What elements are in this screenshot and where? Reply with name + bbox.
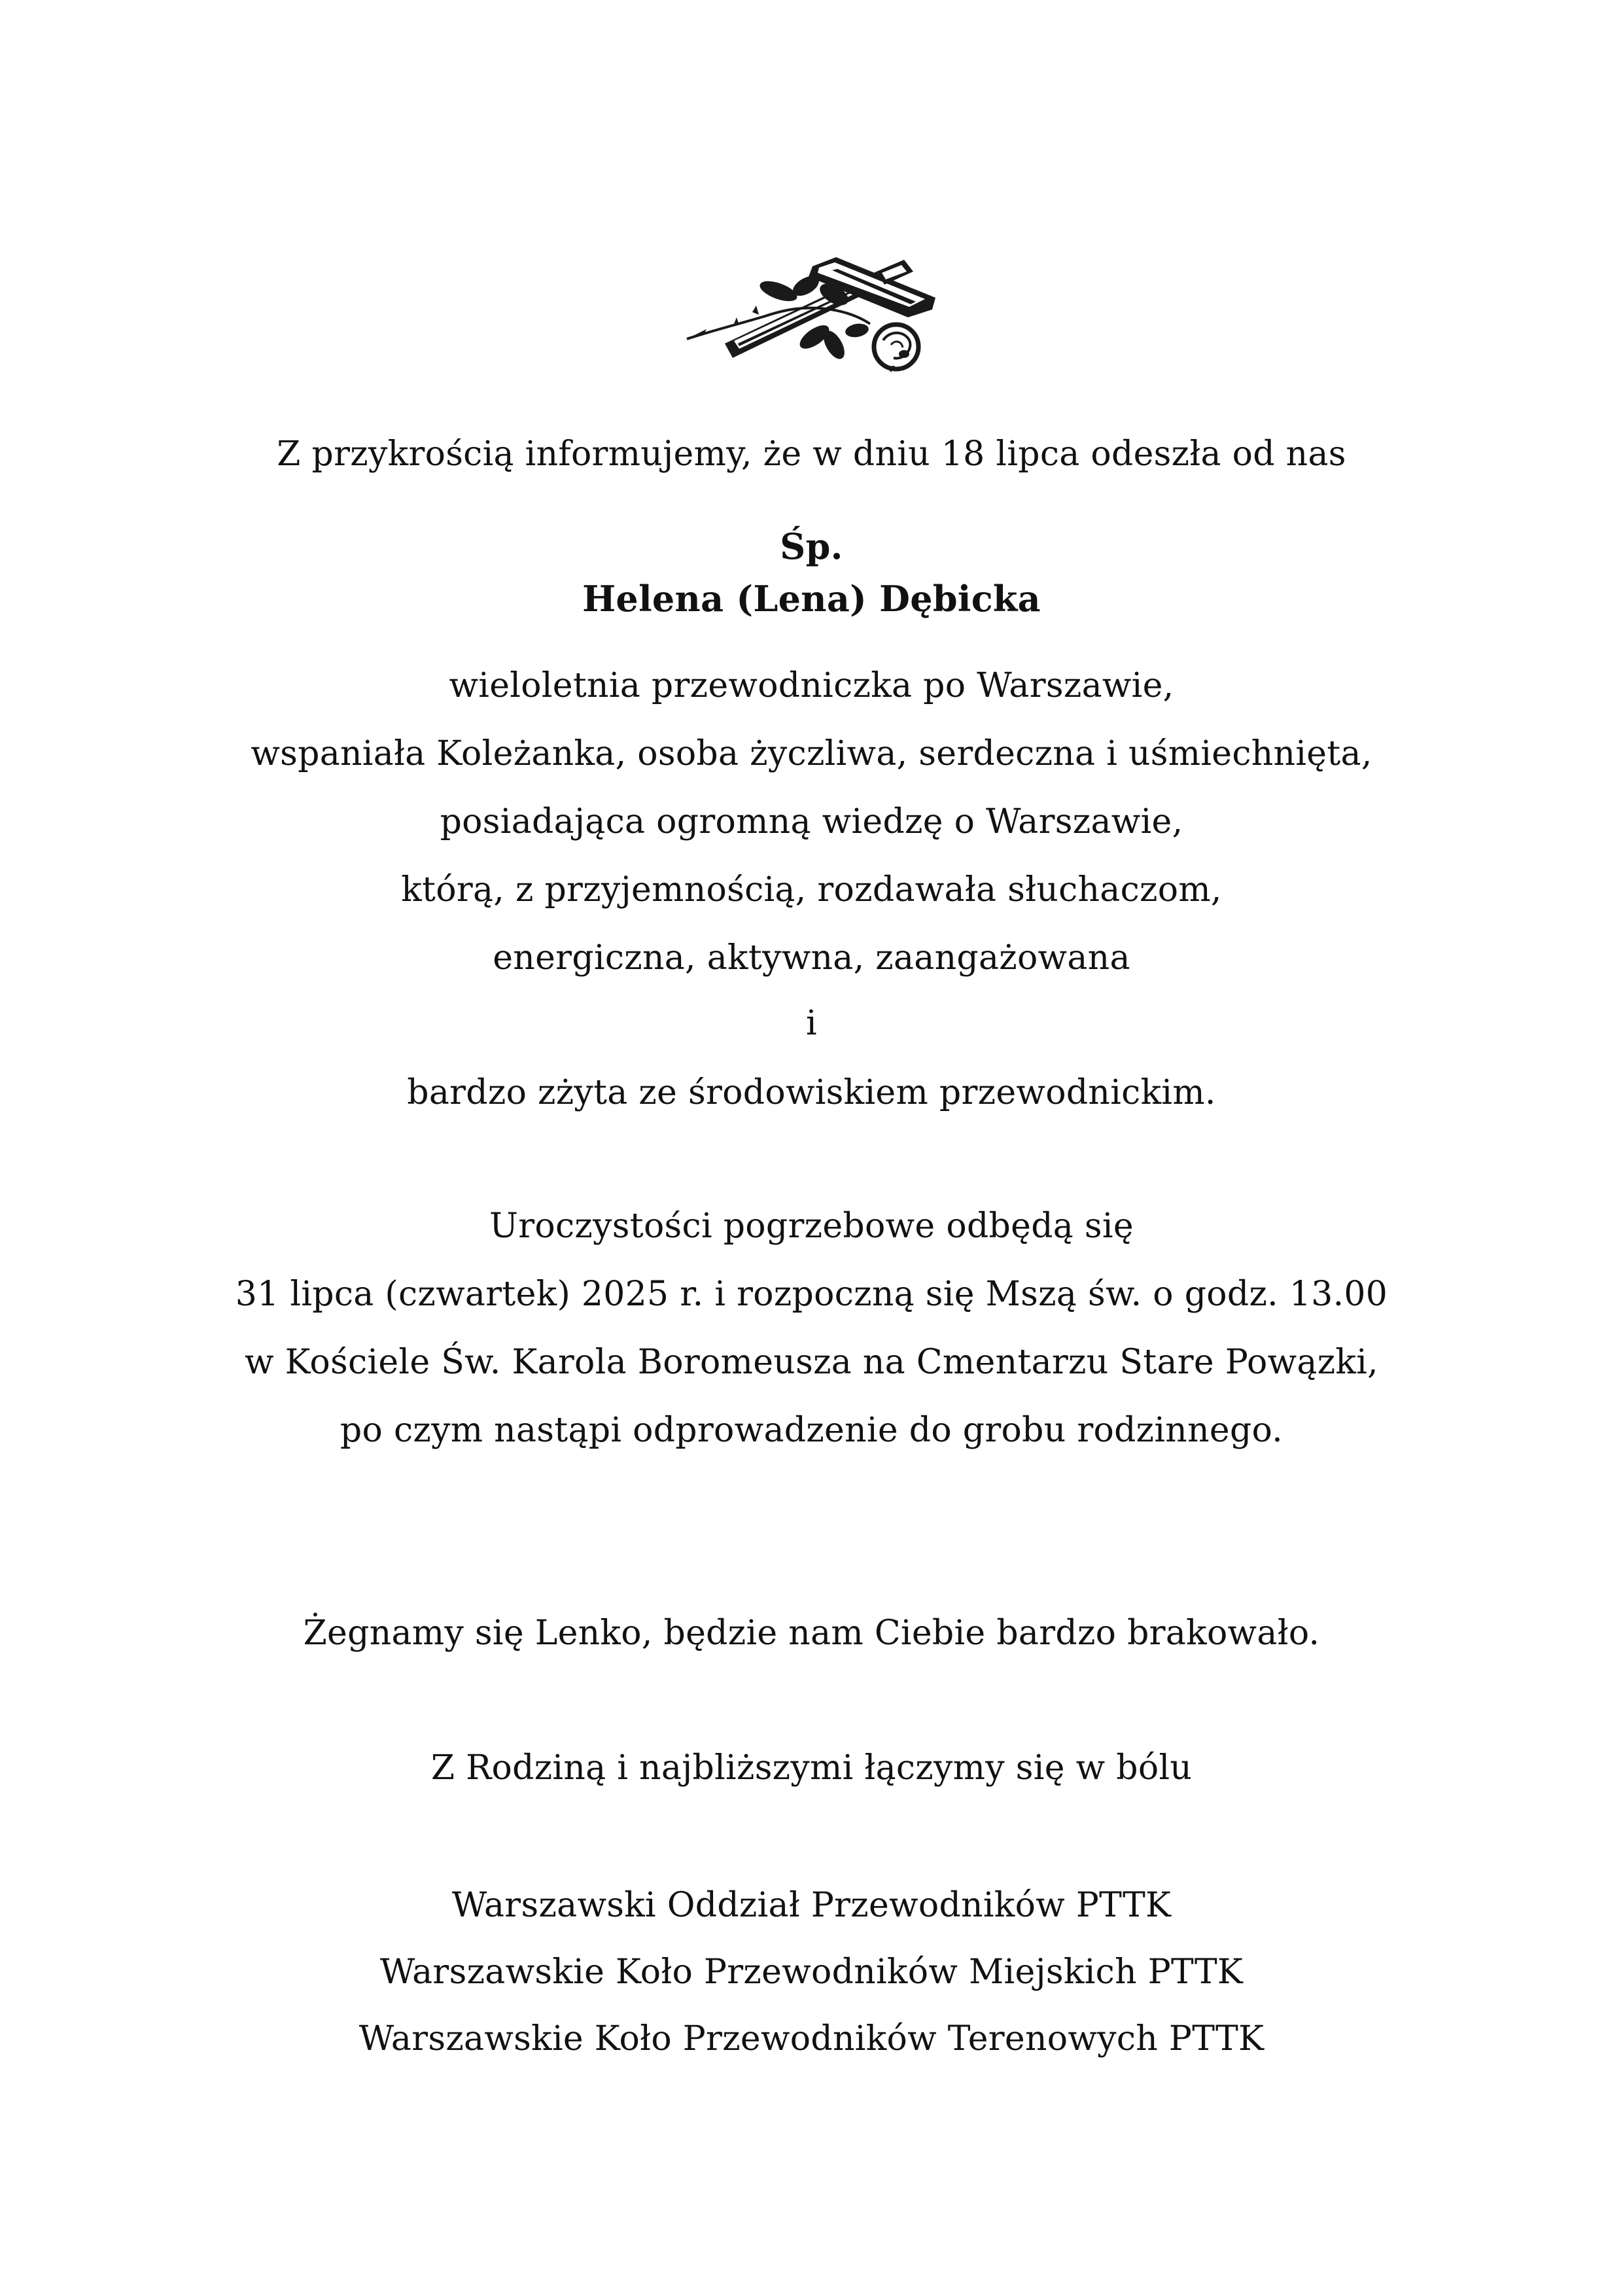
cross-with-rose-icon: [661, 232, 935, 373]
funeral-line: po czym nastąpi odprowadzenie do grobu rodzinnego.: [340, 1411, 1283, 1450]
tribute-line: wieloletnia przewodniczka po Warszawie,: [449, 666, 1174, 705]
tribute-line: i: [806, 1004, 817, 1043]
signatory: Warszawski Oddział Przewodników PTTK: [451, 1886, 1172, 1925]
tribute-line: bardzo zżyta ze środowiskiem przewodnickim.: [407, 1073, 1216, 1112]
tribute-line: posiadająca ogromną wiedzę o Warszawie,: [440, 802, 1183, 841]
funeral-line: 31 lipca (czwartek) 2025 r. i rozpoczną się Mszą św. o godz. 13.00: [235, 1275, 1388, 1314]
rose-bloom: [874, 325, 918, 372]
deceased-prefix: Śp.: [780, 525, 843, 567]
farewell-text: Żegnamy się Lenko, będzie nam Ciebie bardzo brakowało.: [303, 1614, 1320, 1653]
funeral-line: Uroczystości pogrzebowe odbędą się: [489, 1207, 1134, 1246]
funeral-line: w Kościele Św. Karola Boromeusza na Cmentarzu Stare Powązki,: [244, 1343, 1378, 1382]
tribute-line: wspaniała Koleżanka, osoba życzliwa, serdeczna i uśmiechnięta,: [251, 734, 1372, 773]
intro-text: Z przykrością informujemy, że w dniu 18 lipca odeszła od nas: [277, 434, 1346, 474]
signatory: Warszawskie Koło Przewodników Miejskich PTTK: [379, 1952, 1244, 1992]
tribute-line: energiczna, aktywna, zaangażowana: [493, 938, 1130, 978]
deceased-name: Helena (Lena) Dębicka: [582, 578, 1041, 620]
tribute-line: którą, z przyjemnością, rozdawała słuchaczom,: [401, 870, 1222, 910]
signatory: Warszawskie Koło Przewodników Terenowych PTTK: [358, 2019, 1265, 2058]
condolence-text: Z Rodziną i najbliższymi łączymy się w bólu: [430, 1748, 1193, 1788]
